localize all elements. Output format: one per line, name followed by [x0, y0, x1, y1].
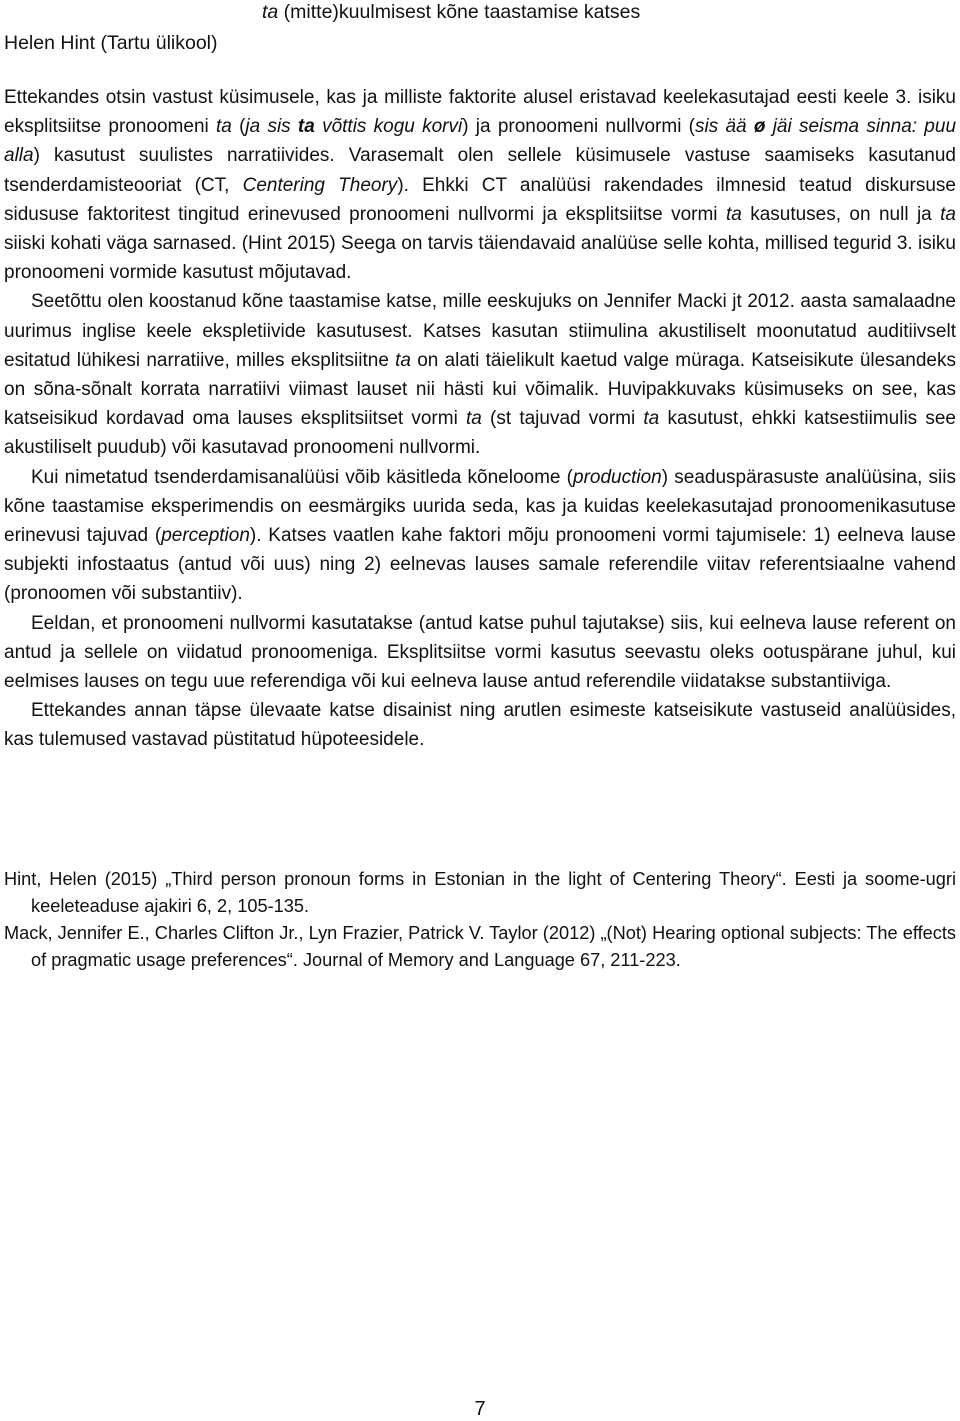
- reference-item: Mack, Jennifer E., Charles Clifton Jr., Lyn Frazier, Patrick V. Taylor (2012) „(Not) Hearing optional subjects: The effects of pragmatic usage preferences“. Journal of Memory and Language 67, 211-223.: [4, 923, 956, 970]
- reference-item: Hint, Helen (2015) „Third person pronoun forms in Estonian in the light of Centering Theory“. Eesti ja soome-ugri keeleteaduse ajakiri 6, 2, 105-135.: [4, 869, 956, 916]
- italic-text: Centering Theory: [242, 174, 398, 196]
- text: (: [231, 116, 246, 138]
- italic-text: production: [573, 466, 662, 488]
- text: Ettekandes otsin vastust küsimusele, kas ja milliste faktorite alusel eristavad keelekasutajad eesti keele 3. isiku eksplitsiitse pronoomeni: [4, 87, 956, 138]
- title-pronoun: ta: [262, 1, 279, 23]
- page-number: 7: [474, 1398, 486, 1420]
- text: siiski kohati väga sarnased. (Hint 2015) Seega on tarvis täiendavaid analüüse selle kohta, millised tegurid 3. isiku pronoomeni vormide kasutust mõjutavad.: [4, 233, 956, 284]
- paragraph-2: [4, 287, 956, 462]
- italic-text: ta: [725, 203, 742, 225]
- paragraph-4: Eeldan, et pronoomeni nullvormi kasutatakse (antud katse puhul tajutakse) siis, kui eelneva lause referent on antud ja sellele on viidatud pronoomeniga. Eksplitsiitse vormi kasutus seevastu oleks ootuspärane juhul, kui eelmises lauses on tegu uue referendiga või kui eelneva lause antud referendile viidatakse substantiiviga.: [4, 612, 956, 693]
- italic-text: ta: [466, 408, 482, 430]
- references: [4, 866, 956, 974]
- text: ). Katses vaatlen kahe faktori mõju pronoomeni vormi tajumisele: 1) eelneva lause subjekti infostaatus (antud või uus) ning 2) eelnevas lauses samale referendile viitav referentsiaalne vahend (pronoomen või substantiiv).: [4, 525, 956, 605]
- italic-text: ta: [215, 116, 232, 138]
- italic-text: ta: [940, 203, 956, 225]
- text: ) seaduspärasuste analüüsina, siis kõne taastamise eksperimendis on eesmärgiks uurida seda, kas ja kuidas keelekasutajad pronoomenikasutuse erinevusi tajuvad (: [4, 466, 956, 547]
- null-symbol: ø: [753, 116, 766, 138]
- italic-text: ta: [395, 349, 411, 371]
- text: Kui nimetatud tsenderdamisanalüüsi võib käsitleda kõneloome (: [31, 466, 574, 488]
- italic-text: ja sis: [245, 116, 298, 138]
- text: ) ja pronoomeni nullvormi (: [462, 116, 695, 138]
- text: on alati täielikult kaetud valge müraga. Katseisikute ülesandeks on sõna-sõnalt korrata narratiivi viimast lauset nii hästi kui võimalik. Huvipakkuvaks küsimuseks on see, kas katseisikud kordavad oma lauses eksplitsiitset vormi: [4, 349, 956, 430]
- text: Seetõttu olen koostanud kõne taastamise katse, mille eeskujuks on Jennifer Macki jt 2012. aasta samalaadne uurimus inglise keele ekspletiivide kasutusest. Katses kasutan stiimulina akustiliselt moonutatud auditiivselt esitatud lühikesi narratiive, milles eksplitsiitne: [4, 291, 956, 371]
- author-affiliation: Helen Hint (Tartu ülikool): [4, 32, 218, 54]
- italic-text: ta: [643, 408, 660, 430]
- abstract-title: [262, 1, 640, 24]
- text: kasutuses, on null ja: [741, 203, 941, 225]
- italic-text: jäi seisma sinna: puu alla: [4, 116, 957, 167]
- text: kasutust, ehkki katsestiimulis see akustiliselt puudub) või kasutavad pronoomeni nullvormi.: [4, 408, 956, 459]
- text: ) kasutust suulistes narratiivides. Varasemalt olen sellele küsimusele vastuse saamiseks kasutanud tsenderdamisteooriat (CT,: [4, 145, 956, 196]
- header: [4, 0, 956, 70]
- abstract-body: [4, 83, 956, 755]
- bold-italic-text: ta: [297, 116, 315, 138]
- text: ). Ehkki CT analüüsi rakendades ilmnesid teatud diskursuse sidususe faktoritest tingitud erinevused pronoomeni nullvormi ja eksplitsiitse vormi: [4, 174, 956, 225]
- italic-text: võttis kogu korvi: [314, 116, 463, 138]
- title-text: (mitte)kuulmisest kõne taastamise katses: [278, 1, 641, 23]
- paragraph-5: Ettekandes annan täpse ülevaate katse disainist ning arutlen esimeste katseisikute vastuseid analüüsides, kas tulemused vastavad püstitatud hüpoteesidele.: [4, 700, 956, 751]
- italic-text: perception: [161, 525, 250, 547]
- text: (st tajuvad vormi: [481, 408, 644, 430]
- paragraph-1: [4, 83, 956, 287]
- italic-text: sis ää: [695, 116, 754, 138]
- paragraph-3: [4, 463, 956, 609]
